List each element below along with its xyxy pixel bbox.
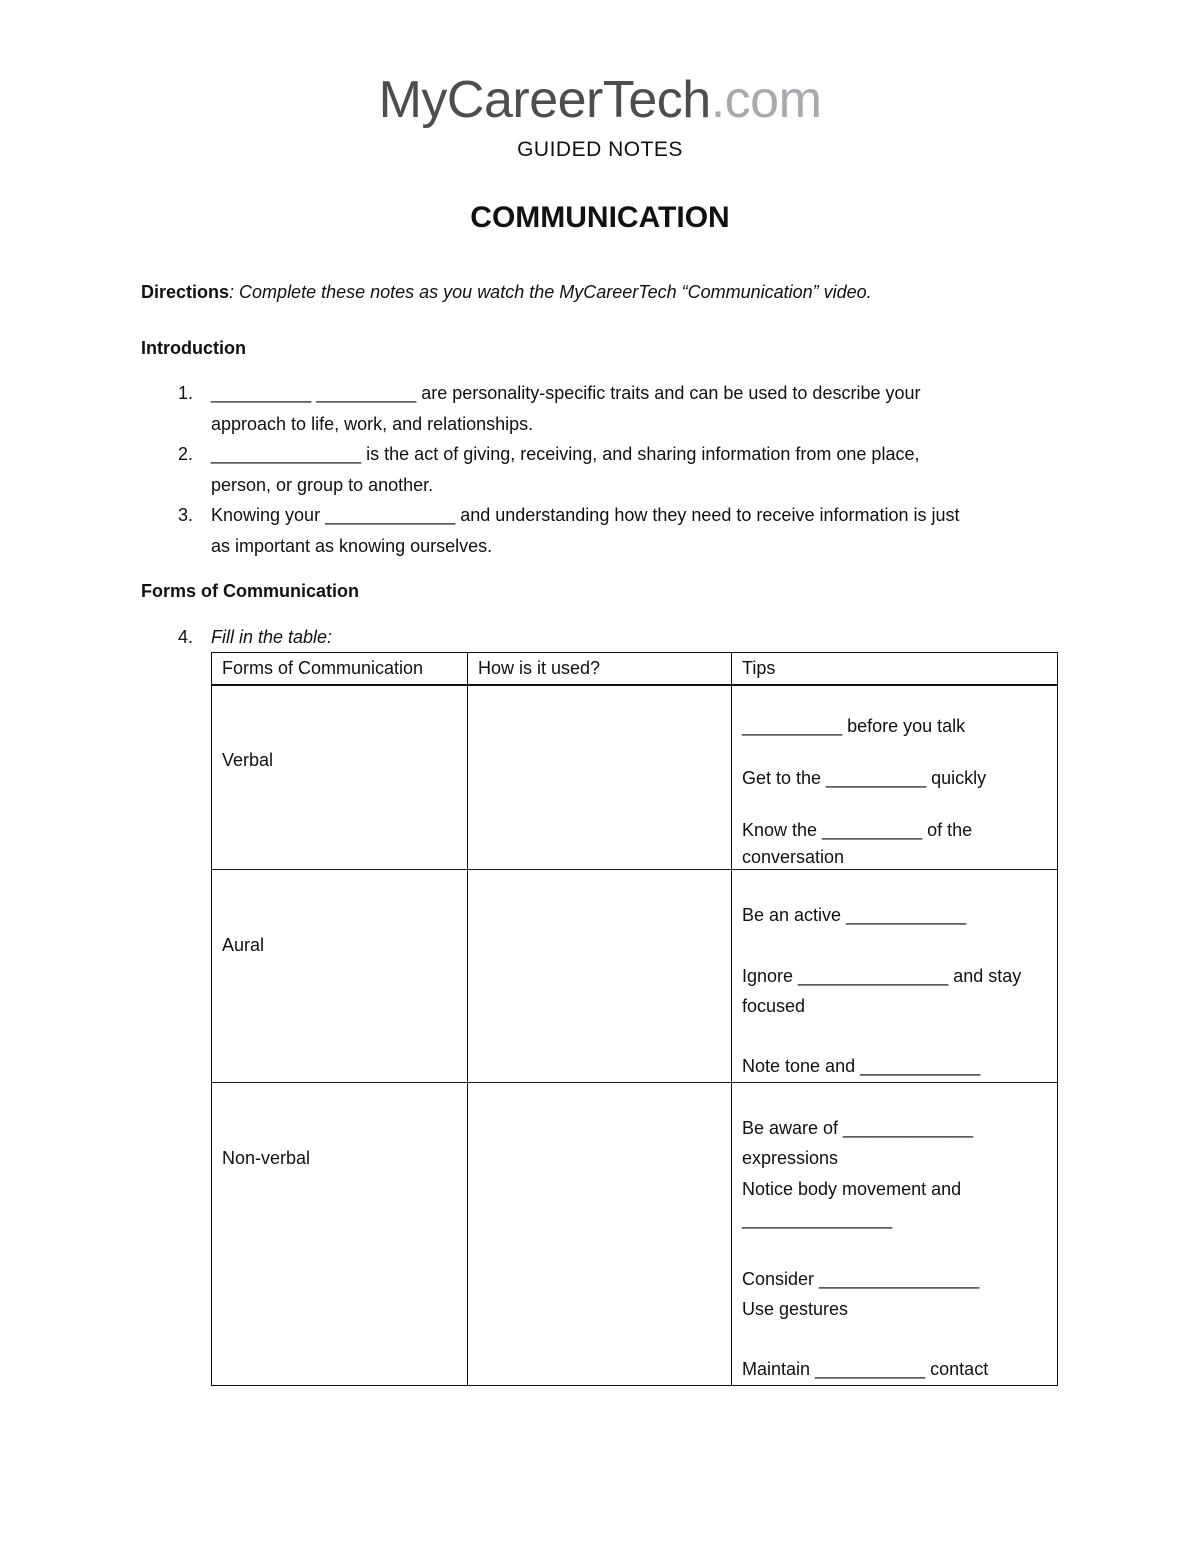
- column-divider: [467, 653, 468, 1385]
- row-divider: [212, 1082, 1057, 1083]
- directions: [141, 277, 872, 308]
- logo-tld: .com: [710, 71, 822, 129]
- item-line: __________ __________ are personality-specific traits and can be used to describe your: [211, 383, 921, 403]
- tip-text: Use gestures: [742, 1299, 849, 1319]
- list-item: [211, 622, 1051, 653]
- tip-text: Ignore _______________ and stay: [742, 966, 1022, 986]
- column-divider: [731, 653, 732, 1385]
- tip-text: Note tone and ____________: [742, 1056, 981, 1076]
- tip-text: conversation: [742, 847, 845, 867]
- directions-text: Complete these notes as you watch the MyCareerTech “Communication” video.: [234, 282, 872, 302]
- subtitle: GUIDED NOTES: [517, 138, 683, 161]
- page-title: COMMUNICATION: [470, 201, 730, 234]
- tip-text: expressions: [742, 1148, 839, 1168]
- logo: [0, 68, 1200, 132]
- tip-text: Consider ________________: [742, 1269, 980, 1289]
- item-line: Knowing your _____________ and understanding how they need to receive information is just: [211, 505, 960, 525]
- tip-text: focused: [742, 996, 806, 1016]
- item-line: as important as knowing ourselves.: [211, 536, 493, 556]
- directions-label: Directions: [141, 282, 230, 302]
- item-number: 4.: [177, 627, 193, 647]
- tip-text: Be aware of _____________: [742, 1118, 974, 1138]
- section-heading-forms: Forms of Communication: [141, 581, 360, 601]
- item-line: approach to life, work, and relationships.: [211, 414, 534, 434]
- communication-table: [211, 652, 1058, 1386]
- column-header-tips: Tips: [742, 658, 776, 678]
- tip-text: Get to the __________ quickly: [742, 768, 987, 788]
- tip-text: _______________: [742, 1209, 893, 1229]
- item-number: 1.: [177, 383, 193, 403]
- tip-text: Be an active ____________: [742, 905, 967, 925]
- item-number: 3.: [177, 505, 193, 525]
- item-line: Fill in the table:: [211, 627, 333, 647]
- logo-brand: MyCareerTech: [378, 71, 711, 129]
- item-line: _______________ is the act of giving, receiving, and sharing information from one place,: [211, 444, 920, 464]
- header-divider: [212, 684, 1057, 686]
- item-line: person, or group to another.: [211, 475, 434, 495]
- column-header-usage: How is it used?: [478, 658, 601, 678]
- tip-text: Maintain ___________ contact: [742, 1359, 989, 1379]
- directions-colon: :: [229, 282, 235, 302]
- tip-text: Know the __________ of the: [742, 820, 973, 840]
- table-row-label: Verbal: [222, 750, 274, 770]
- list-item: [211, 378, 1051, 440]
- list-item: [211, 500, 1051, 562]
- tip-text: Notice body movement and: [742, 1179, 962, 1199]
- section-heading-introduction: Introduction: [141, 338, 246, 358]
- item-number: 2.: [177, 444, 193, 464]
- table-row-label: Non-verbal: [222, 1148, 311, 1168]
- column-header-forms: Forms of Communication: [222, 658, 424, 678]
- table-row-label: Aural: [222, 935, 265, 955]
- tip-text: __________ before you talk: [742, 716, 966, 736]
- list-item: [211, 439, 1051, 501]
